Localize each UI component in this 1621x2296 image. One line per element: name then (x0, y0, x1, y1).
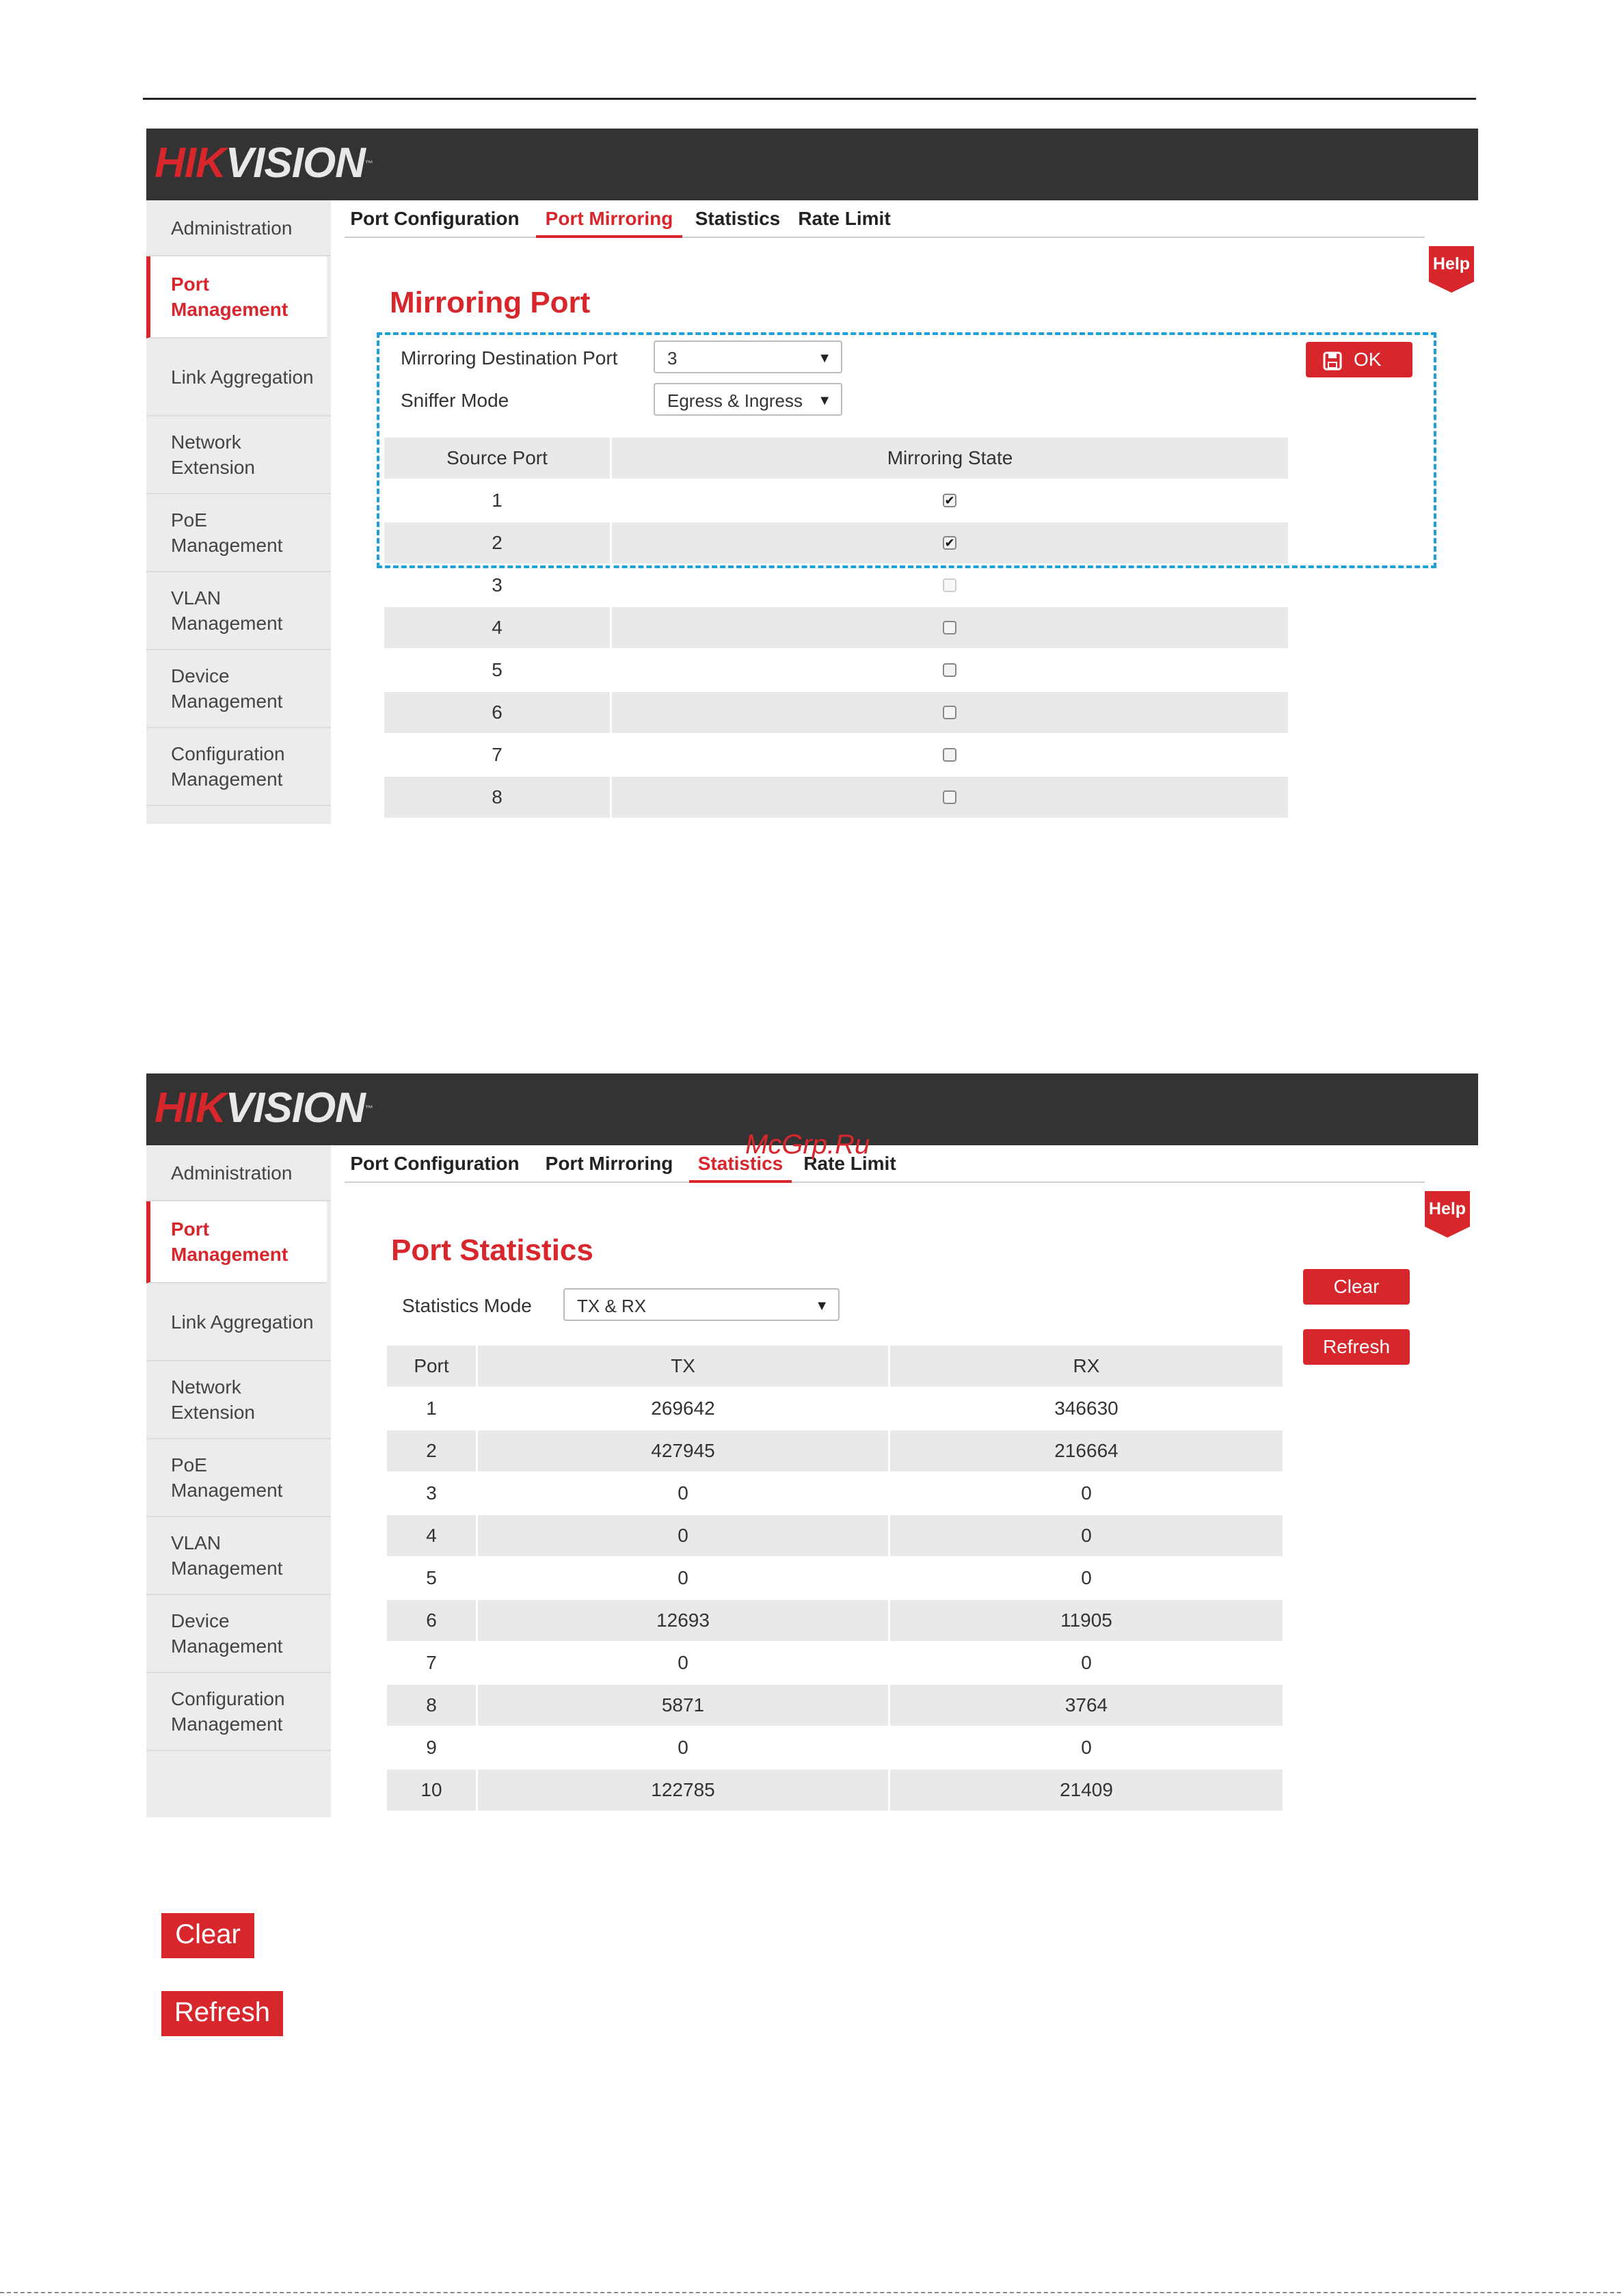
tab-port-mirroring[interactable]: Port Mirroring (536, 202, 682, 238)
dest-port-select[interactable]: 3 ▼ (654, 341, 842, 373)
sidebar-item-label: Device (171, 665, 230, 686)
source-port-cell: 5 (492, 659, 503, 680)
dest-port-label: Mirroring Destination Port (401, 347, 618, 369)
table-row (387, 1770, 1283, 1811)
watermark-text: McGrp.Ru (745, 1130, 870, 1160)
mirroring-state-checkbox[interactable]: ✔ (943, 494, 956, 507)
table-row (384, 607, 1288, 648)
sidebar-item-label: VLAN (171, 587, 222, 609)
page-bottom-rule (0, 2292, 1621, 2295)
source-port-cell: 1 (492, 490, 503, 511)
save-icon (1322, 351, 1343, 371)
port-cell: 4 (426, 1525, 437, 1546)
statistics-mode-label: Statistics Mode (402, 1295, 532, 1316)
sidebar-item-vlan-management[interactable] (146, 1517, 331, 1595)
app-header (146, 129, 1478, 200)
sidebar-item-link-aggregation[interactable] (146, 1283, 331, 1361)
tab-port-configuration[interactable]: Port Configuration (350, 208, 520, 229)
statistics-table (387, 1346, 1283, 1805)
tx-cell: 122785 (651, 1779, 715, 1800)
sidebar-item-administration[interactable] (146, 200, 331, 256)
col-mirroring-state: Mirroring State (887, 447, 1013, 468)
sidebar-item-label: Extension (171, 1402, 255, 1423)
sidebar-item-device-management[interactable] (146, 1595, 331, 1673)
ok-button[interactable]: OK (1306, 342, 1412, 377)
table-row (387, 1685, 1283, 1726)
tab-port-configuration[interactable]: Port Configuration (350, 1153, 520, 1174)
table-row (384, 480, 1288, 521)
sidebar-item-link-aggregation[interactable] (146, 338, 331, 416)
sidebar-item-label: Management (171, 613, 283, 634)
sidebar-item-label: Management (171, 691, 283, 712)
sidebar-item-poe-management[interactable] (146, 1439, 331, 1517)
table-row (387, 1515, 1283, 1556)
table-row (384, 650, 1288, 691)
sidebar-item-label: Device (171, 1610, 230, 1631)
rx-cell: 0 (1081, 1652, 1092, 1673)
page-title: Mirroring Port (390, 286, 591, 319)
col-source-port: Source Port (446, 447, 548, 468)
legend-refresh-button: Refresh (161, 1991, 283, 2036)
source-port-cell: 8 (492, 786, 503, 807)
tx-cell: 5871 (661, 1694, 705, 1716)
sidebar-item-configuration-management[interactable] (146, 728, 331, 806)
tx-cell: 427945 (651, 1440, 715, 1461)
mirroring-table (384, 438, 1288, 820)
port-cell: 9 (426, 1737, 437, 1758)
sidebar-item-poe-management[interactable] (146, 494, 331, 572)
rx-cell: 0 (1081, 1567, 1092, 1588)
mirroring-state-checkbox[interactable]: ✔ (943, 536, 956, 550)
sidebar-item-label: Link Aggregation (171, 1311, 314, 1333)
sniffer-mode-label: Sniffer Mode (401, 390, 509, 411)
source-port-cell: 2 (492, 532, 503, 553)
sidebar-item-label: Link Aggregation (171, 366, 314, 388)
sidebar-item-port-management[interactable] (146, 1201, 327, 1283)
chevron-down-icon: ▼ (815, 1298, 829, 1313)
sidebar-item-administration[interactable] (146, 1145, 331, 1201)
tab-statistics[interactable]: Statistics (695, 208, 781, 229)
page-title: Port Statistics (391, 1233, 593, 1267)
tx-cell: 12693 (656, 1610, 710, 1631)
table-row (387, 1558, 1283, 1599)
sidebar-item-device-management[interactable] (146, 650, 331, 728)
table-row (387, 1430, 1283, 1471)
sidebar-item-label: VLAN (171, 1532, 222, 1553)
rx-cell: 346630 (1054, 1398, 1118, 1419)
tx-cell: 269642 (651, 1398, 715, 1419)
tab-bar (345, 202, 1425, 238)
statistics-mode-select[interactable]: TX & RX ▼ (563, 1288, 840, 1321)
port-cell: 2 (426, 1440, 437, 1461)
table-row (387, 1600, 1283, 1641)
sidebar-item-vlan-management[interactable] (146, 572, 331, 650)
port-cell: 1 (426, 1398, 437, 1419)
tab-rate-limit[interactable]: Rate Limit (803, 1153, 896, 1174)
sniffer-mode-select[interactable]: Egress & Ingress ▼ (654, 383, 842, 416)
sidebar-item-label: Management (171, 769, 283, 790)
rx-cell: 216664 (1054, 1440, 1118, 1461)
source-port-cell: 7 (492, 744, 503, 765)
table-row (387, 1642, 1283, 1683)
table-header-row (384, 438, 1288, 479)
legend-clear-button: Clear (161, 1913, 254, 1958)
sidebar-item-label: Management (171, 1558, 283, 1579)
port-cell: 8 (426, 1694, 437, 1716)
sidebar-item-label: Management (171, 1636, 283, 1657)
table-row (384, 734, 1288, 775)
port-cell: 7 (426, 1652, 437, 1673)
table-row (387, 1727, 1283, 1768)
mirroring-state-checkbox[interactable] (943, 790, 956, 804)
rx-cell: 3764 (1064, 1694, 1108, 1716)
page-top-rule (143, 98, 1476, 100)
chevron-down-icon: ▼ (818, 351, 831, 366)
sidebar-item-label: PoE (171, 509, 207, 531)
port-cell: 10 (420, 1779, 442, 1800)
sidebar-item-network-extension[interactable] (146, 416, 331, 494)
tab-bar (345, 1147, 1425, 1183)
table-row (384, 522, 1288, 563)
hikvision-logo: HIKVISION™ (155, 139, 373, 187)
sidebar-item-label: PoE (171, 1454, 207, 1476)
table-row (384, 777, 1288, 818)
sidebar-item-label: Network (171, 1376, 241, 1398)
col-port: Port (414, 1355, 449, 1376)
mirroring-state-checkbox[interactable] (943, 663, 956, 677)
mirroring-screen (146, 129, 1478, 824)
port-cell: 3 (426, 1482, 437, 1504)
rx-cell: 0 (1081, 1482, 1092, 1504)
col-rx: RX (1073, 1355, 1100, 1376)
mirroring-state-checkbox[interactable] (943, 706, 956, 719)
sidebar-item-label: Extension (171, 457, 255, 478)
source-port-cell: 4 (492, 617, 503, 638)
statistics-screen (146, 1073, 1478, 1817)
port-cell: 5 (426, 1567, 437, 1588)
port-cell: 6 (426, 1610, 437, 1631)
sidebar-item-port-management[interactable] (146, 256, 327, 338)
table-row (384, 565, 1288, 606)
rx-cell: 0 (1081, 1737, 1092, 1758)
tab-port-mirroring[interactable]: Port Mirroring (545, 1153, 673, 1174)
hikvision-logo: HIKVISION™ (155, 1084, 373, 1132)
tx-cell: 0 (678, 1737, 688, 1758)
table-row (384, 692, 1288, 733)
help-button[interactable]: Help (1429, 246, 1474, 282)
col-tx: TX (671, 1355, 695, 1376)
tab-statistics[interactable]: Statistics (689, 1147, 792, 1183)
clear-button[interactable]: Clear (1303, 1269, 1410, 1305)
help-button[interactable]: Help (1425, 1191, 1470, 1227)
source-port-cell: 3 (492, 574, 503, 596)
sidebar-item-label: Management (171, 1713, 283, 1735)
mirroring-state-checkbox[interactable] (943, 748, 956, 762)
tab-rate-limit[interactable]: Rate Limit (798, 208, 891, 229)
chevron-down-icon: ▼ (818, 393, 831, 408)
tx-cell: 0 (678, 1652, 688, 1673)
table-row (387, 1473, 1283, 1514)
source-port-cell: 6 (492, 702, 503, 723)
sidebar-item-label: Port (171, 1218, 209, 1240)
sidebar-item-label: Administration (171, 217, 293, 239)
sidebar-item-label: Configuration (171, 1688, 285, 1709)
sidebar-item-label: Configuration (171, 743, 285, 764)
sidebar-item-label: Management (171, 1480, 283, 1501)
tx-cell: 0 (678, 1567, 688, 1588)
rx-cell: 21409 (1060, 1779, 1113, 1800)
sidebar-item-label: Port (171, 273, 209, 295)
rx-cell: 0 (1081, 1525, 1092, 1546)
sidebar (146, 200, 331, 824)
table-header-row (387, 1346, 1283, 1387)
table-row (387, 1388, 1283, 1429)
refresh-button[interactable]: Refresh (1303, 1329, 1410, 1365)
sidebar-item-label: Network (171, 431, 241, 453)
sidebar-item-network-extension[interactable] (146, 1361, 331, 1439)
mirroring-state-checkbox[interactable] (943, 578, 956, 592)
sidebar-item-label: Management (171, 299, 289, 320)
sidebar-item-label: Management (171, 535, 283, 556)
mirroring-state-checkbox[interactable] (943, 621, 956, 635)
sidebar (146, 1145, 331, 1817)
tx-cell: 0 (678, 1482, 688, 1504)
rx-cell: 11905 (1060, 1610, 1112, 1631)
sidebar-item-label: Management (171, 1244, 289, 1265)
sidebar-item-configuration-management[interactable] (146, 1673, 331, 1751)
tx-cell: 0 (678, 1525, 688, 1546)
sidebar-item-label: Administration (171, 1162, 293, 1184)
